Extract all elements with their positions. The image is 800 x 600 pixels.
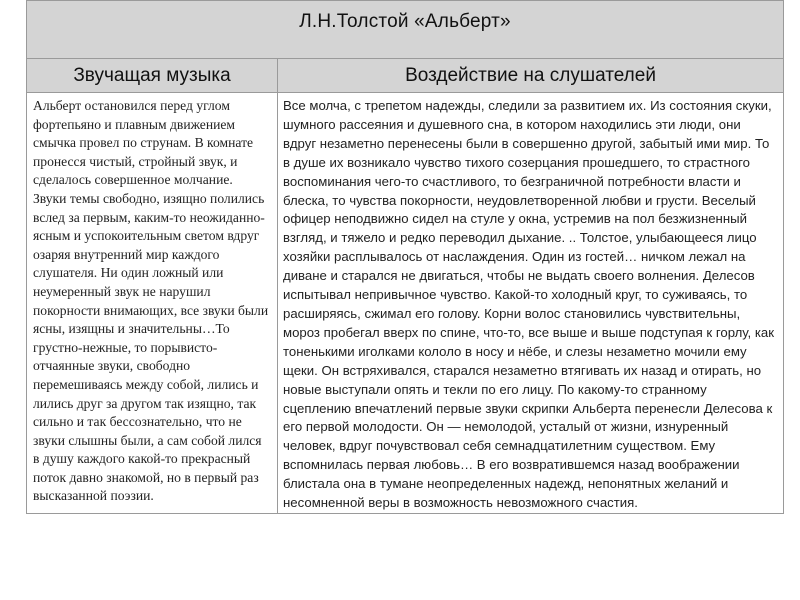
music-text-cell bbox=[27, 93, 278, 514]
impact-text-cell bbox=[278, 93, 784, 514]
left-header-cell bbox=[27, 59, 278, 93]
right-header-cell bbox=[278, 59, 784, 93]
title-row bbox=[27, 1, 784, 59]
title-cell bbox=[27, 1, 784, 59]
music-paragraph-1: Альберт остановился перед углом фортепьяно и плавным движением смычка провел по струнам. В комнате пронесся чистый, стройный звук, и сделалось совершенное молчание. bbox=[33, 98, 254, 188]
table-title: Л.Н.Толстой «Альберт» bbox=[299, 11, 511, 32]
comparison-table bbox=[26, 0, 784, 514]
music-text bbox=[27, 93, 277, 506]
slide bbox=[26, 0, 783, 600]
header-row bbox=[27, 59, 784, 93]
music-paragraph-2: Звуки темы свободно, изящно полились вслед за первым, каким-то неожиданно-ясным и успокоительным светом вдруг озаряя внутренний мир каждого слушателя. Ни один ложный или неумеренный звук не нарушил покорности внимающих, все звуки были ясны, изящны и значительны…То грустно-нежные, то порывисто-отчаянные звуки, свободно перемешиваясь между собой, лились и лились друг за другом так изящно, так сильно и так бессознательно, что не звуки слышны были, а сам собой лился в душу каждого какой-то прекрасный поток давно знакомой, но в первый раз высказанной поэзии. bbox=[33, 190, 269, 504]
impact-text: Все молча, с трепетом надежды, следили за развитием их. Из состояния скуки, шумного рассеяния и душевного сна, в котором находились эти люди, они вдруг незаметно перенесены были в совершенно другой, забытый ими мир. То в душе их возникало чувство тихого созерцания прошедшего, то страстного воспоминания чего-то счастливого, то безграничной потребности власти и блеска, то чувства покорности, неудовлетворенной любви и грусти. Веселый офицер неподвижно сидел на стуле у окна, устремив на пол безжизненный взгляд, и тяжело и редко переводил дыхание. .. Толстое, улыбающееся лицо хозяйки расплывалось от наслаждения. Один из гостей… ничком лежал на диване и старался не двигаться, чтобы не выдать своего волнения. Делесов испытывал непривычное чувство. Какой-то холодный круг, то суживаясь, то расширяясь, сжимал его голову. Корни волос становились чувствительны, мороз пробегал вверх по спине, что-то, все выше и выше подступая к горлу, как тоненькими иголками кололо в носу и нёбе, и слезы незаметно мочили ему щеки. Он встряхивался, старался незаметно втягивать их назад и отирать, но новые выступали опять и текли по его лицу. По какому-то странному сцеплению впечатлений первые звуки скрипки Альберта перенесли Делесова к его первой молодости. Он — немолодой, усталый от жизни, изнуренный человек, вдруг почувствовал себя семнадцатилетним существом. Ему вспомнилась первая любовь… В его возвратившемся назад воображении блистала она в тумане неопределенных надежд, непонятных желаний и несомненной веры в возможность невозможного счастия. bbox=[283, 98, 775, 511]
right-column-header: Воздействие на слушателей bbox=[405, 64, 656, 86]
left-column-header: Звучащая музыка bbox=[73, 64, 231, 86]
content-row bbox=[27, 93, 784, 514]
